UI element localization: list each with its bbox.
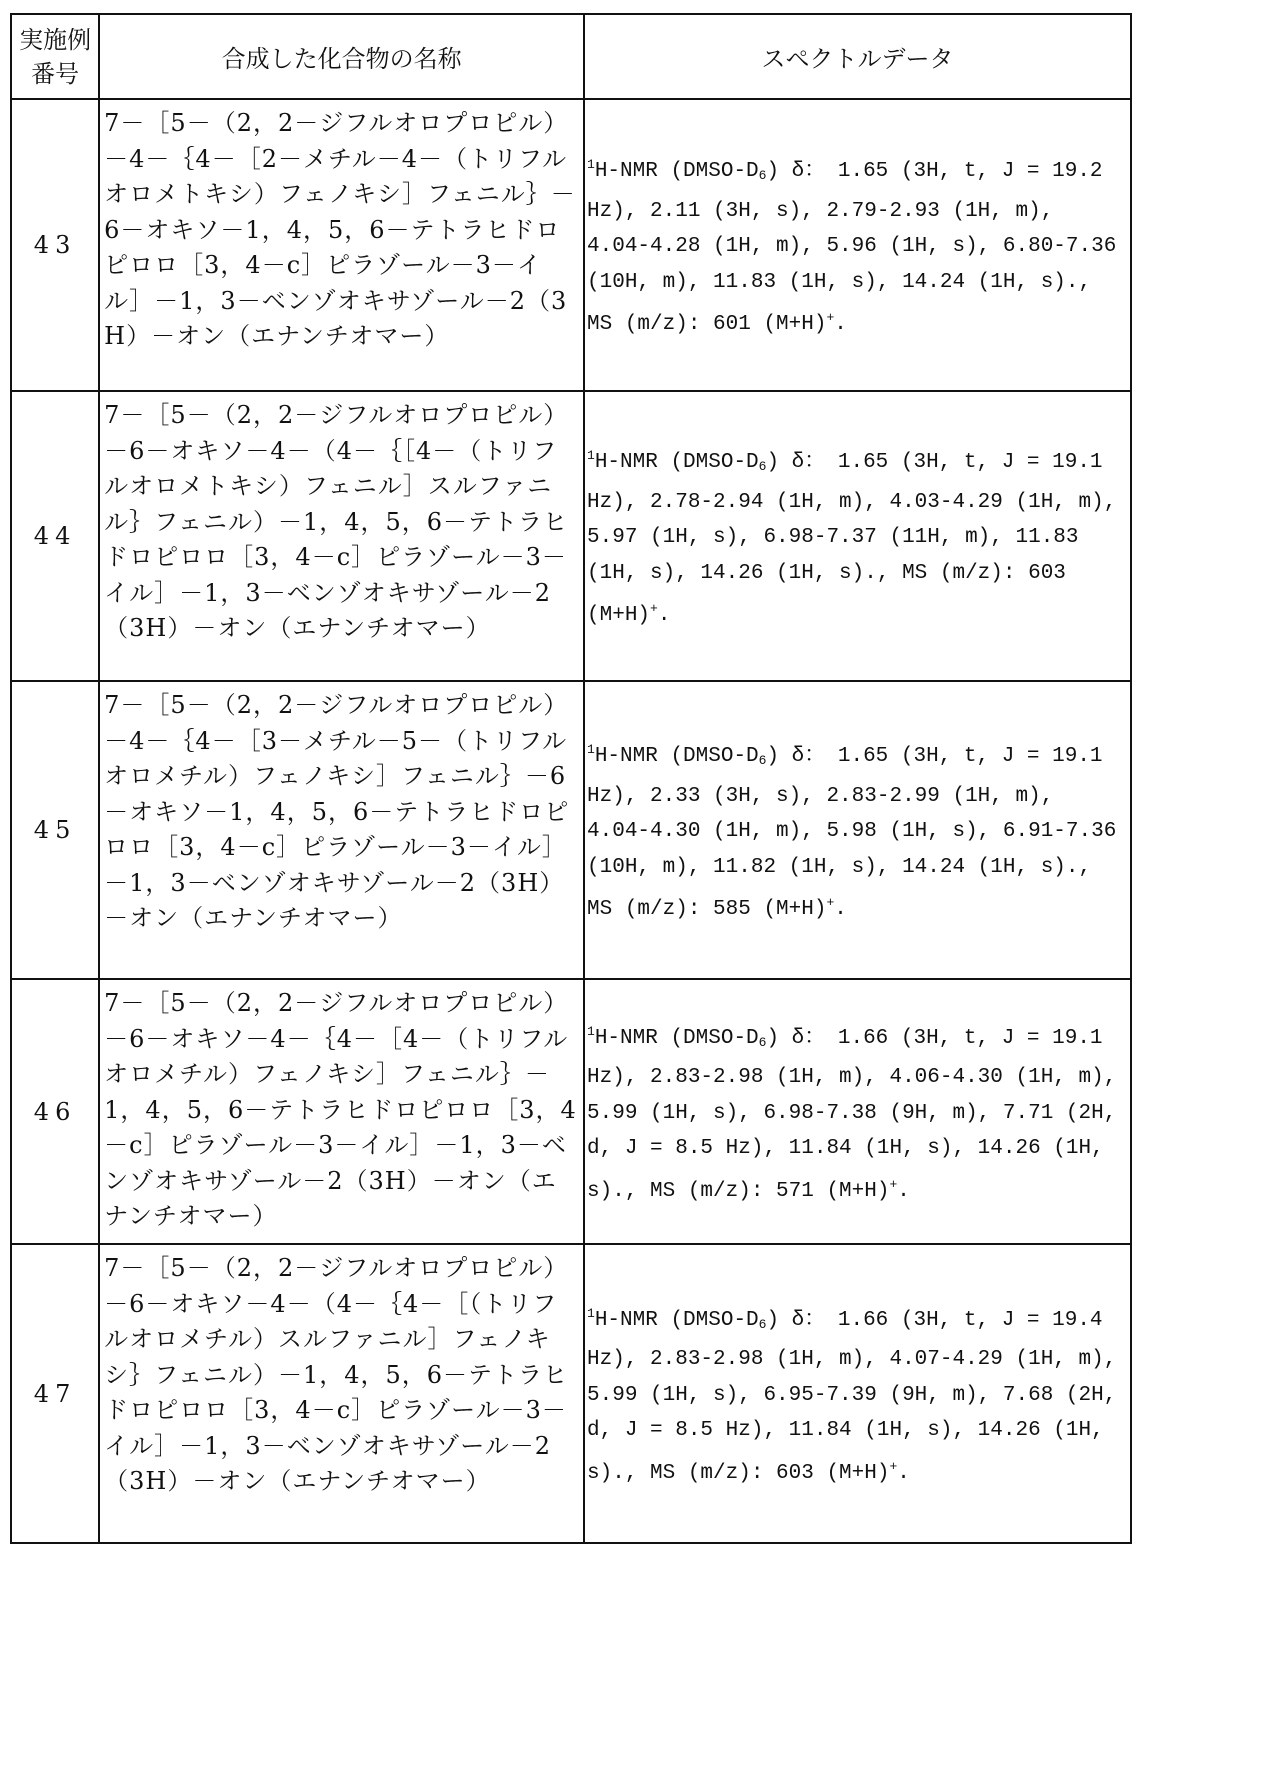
isotope-superscript: 1: [587, 1305, 595, 1321]
table-row: [11, 391, 1131, 681]
deuterium-subscript: 6: [758, 1316, 767, 1332]
deuterium-subscript: 6: [758, 1034, 767, 1050]
compound-name: 7－［5－（2，2－ジフルオロプロピル）－4－｛4－［2－メチル－4－（トリフルオロメトキシ）フェノキシ］フェニル｝－6－オキソ－1，4，5，6－テトラヒドロピロロ［3，4－c］ピラゾール－3－イル］－1，3－ベンゾオキサゾール－2（3H）－オン（エナンチオマー）: [99, 99, 584, 391]
table-row: [11, 681, 1131, 979]
table-row: [11, 979, 1131, 1244]
spectral-data: [584, 99, 1131, 391]
isotope-superscript: 1: [587, 742, 595, 758]
spectral-data: [584, 681, 1131, 979]
compound-name: 7－［5－（2，2－ジフルオロプロピル）－4－｛4－［3－メチル－5－（トリフルオロメチル）フェノキシ］フェニル｝－6－オキソ－1，4，5，6－テトラヒドロピロロ［3，4－c］ピラゾール－3－イル］－1，3－ベンゾオキサゾール－2（3H）－オン（エナンチオマー）: [99, 681, 584, 979]
spectral-end: .: [897, 1179, 910, 1203]
ms-charge-superscript: +: [650, 601, 658, 617]
spectral-text: ) δ： 1.65 (3H, t, J = 19.2 Hz), 2.11 (3H, s), 2.79-2.93 (1H, m), 4.04-4.28 (1H, m), 5.96 (1H, s), 6.80-7.36 (10H, m), 11.83 (1H, s), 14.24 (1H, s)., MS (m/z): 601 (M+H): [587, 160, 1117, 337]
isotope-superscript: 1: [587, 448, 595, 464]
spectral-end: .: [897, 1461, 910, 1485]
spectral-data: [584, 979, 1131, 1244]
ms-charge-superscript: +: [826, 895, 835, 911]
compound-name: 7－［5－（2，2－ジフルオロプロピル）－6－オキソ－4－（4－｛4－［（トリフルオロメチル）スルファニル］フェノキシ｝フェニル）－1，4，5，6－テトラヒドロピロロ［3，4－c］ピラゾール－3－イル］－1，3－ベンゾオキサゾール－2（3H）－オン（エナンチオマー）: [99, 1244, 584, 1543]
example-number: 43: [11, 99, 99, 391]
deuterium-subscript: 6: [758, 168, 767, 184]
example-number: 45: [11, 681, 99, 979]
spectral-text: ) δ： 1.66 (3H, t, J = 19.1 Hz), 2.83-2.98 (1H, m), 4.06-4.30 (1H, m), 5.99 (1H, s), 6.98-7.38 (9H, m), 7.71 (2H, d, J = 8.5 Hz), 11.84 (1H, s), 14.26 (1H, s)., MS (m/z): 571 (M+H): [587, 1026, 1117, 1203]
header-example-number-line2: 番号: [31, 59, 80, 88]
compound-spectral-table: [10, 13, 1132, 1544]
spectral-text: ) δ： 1.66 (3H, t, J = 19.4 Hz), 2.83-2.98 (1H, m), 4.07-4.29 (1H, m), 5.99 (1H, s), 6.95-7.39 (9H, m), 7.68 (2H, d, J = 8.5 Hz), 11.84 (1H, s), 14.26 (1H, s)., MS (m/z): 603 (M+H): [587, 1308, 1117, 1485]
spectral-end: .: [657, 604, 671, 628]
isotope-superscript: 1: [587, 157, 595, 173]
spectral-text: ) δ： 1.65 (3H, t, J = 19.1 Hz), 2.78-2.94 (1H, m), 4.03-4.29 (1H, m), 5.97 (1H, s), 6.98-7.37 (11H, m), 11.83 (1H, s), 14.26 (1H, s)., MS (m/z): 603 (M+H): [587, 451, 1117, 628]
example-number: 44: [11, 391, 99, 681]
table-header-row: [11, 14, 1131, 99]
spectral-data: [584, 1244, 1131, 1543]
spectral-end: .: [834, 313, 847, 337]
deuterium-subscript: 6: [758, 459, 767, 475]
header-example-number: [11, 14, 99, 99]
nmr-prefix: H-NMR (DMSO-D: [594, 745, 759, 769]
spectral-text: ) δ： 1.65 (3H, t, J = 19.1 Hz), 2.33 (3H, s), 2.83-2.99 (1H, m), 4.04-4.30 (1H, m), 5.98 (1H, s), 6.91-7.36 (10H, m), 11.82 (1H, s), 14.24 (1H, s)., MS (m/z): 585 (M+H): [587, 745, 1117, 922]
nmr-prefix: H-NMR (DMSO-D: [594, 1026, 759, 1050]
ms-charge-superscript: +: [826, 310, 835, 326]
ms-charge-superscript: +: [889, 1458, 898, 1474]
compound-name: 7－［5－（2，2－ジフルオロプロピル）－6－オキソ－4－｛4－［4－（トリフルオロメチル）フェノキシ］フェニル｝－1，4，5，6－テトラヒドロピロロ［3，4－c］ピラゾール－3－イル］－1，3－ベンゾオキサゾール－2（3H）－オン（エナンチオマー）: [99, 979, 584, 1244]
spectral-end: .: [834, 898, 847, 922]
header-example-number-line1: 実施例: [19, 25, 92, 54]
ms-charge-superscript: +: [889, 1176, 898, 1192]
isotope-superscript: 1: [587, 1023, 595, 1039]
nmr-prefix: H-NMR (DMSO-D: [594, 451, 759, 475]
deuterium-subscript: 6: [758, 753, 767, 769]
nmr-prefix: H-NMR (DMSO-D: [594, 160, 759, 184]
example-number: 47: [11, 1244, 99, 1543]
compound-name: 7－［5－（2，2－ジフルオロプロピル）－6－オキソ－4－（4－｛［4－（トリフルオロメトキシ）フェニル］スルファニル｝フェニル）－1，4，5，6－テトラヒドロピロロ［3，4－c］ピラゾール－3－イル］－1，3－ベンゾオキサゾール－2（3H）－オン（エナンチオマー）: [99, 391, 584, 681]
header-spectral-data: スペクトルデータ: [584, 14, 1131, 99]
example-number: 46: [11, 979, 99, 1244]
table-row: [11, 99, 1131, 391]
spectral-data: [584, 391, 1131, 681]
nmr-prefix: H-NMR (DMSO-D: [594, 1308, 759, 1332]
header-compound-name: 合成した化合物の名称: [99, 14, 584, 99]
table-row: [11, 1244, 1131, 1543]
